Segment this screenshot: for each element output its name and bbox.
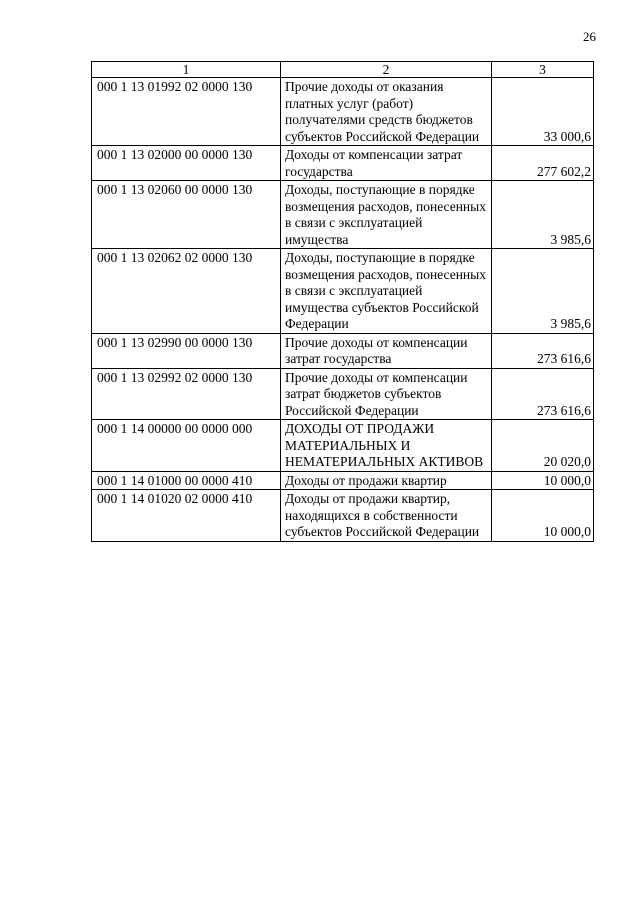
table-header-row	[92, 62, 594, 78]
classification-code: 000 1 13 01992 02 0000 130	[92, 78, 281, 146]
revenue-table	[91, 61, 594, 542]
classification-code: 000 1 13 02992 02 0000 130	[92, 368, 281, 420]
amount: 273 616,6	[492, 368, 594, 420]
table-row	[92, 146, 594, 181]
classification-code: 000 1 13 02062 02 0000 130	[92, 249, 281, 334]
amount: 3 985,6	[492, 181, 594, 249]
revenue-name: ДОХОДЫ ОТ ПРОДАЖИ МАТЕРИАЛЬНЫХ И НЕМАТЕРИАЛЬНЫХ АКТИВОВ	[281, 420, 492, 472]
amount: 10 000,0	[492, 490, 594, 542]
revenue-name: Прочие доходы от компенсации затрат государства	[281, 333, 492, 368]
revenue-name: Доходы, поступающие в порядке возмещения расходов, понесенных в связи с эксплуатацией имущества субъектов Российской Федерации	[281, 249, 492, 334]
revenue-name: Доходы от продажи квартир	[281, 471, 492, 490]
classification-code: 000 1 14 00000 00 0000 000	[92, 420, 281, 472]
classification-code: 000 1 13 02060 00 0000 130	[92, 181, 281, 249]
table-row	[92, 249, 594, 334]
amount: 277 602,2	[492, 146, 594, 181]
revenue-name: Доходы, поступающие в порядке возмещения расходов, понесенных в связи с эксплуатацией имущества	[281, 181, 492, 249]
amount: 20 020,0	[492, 420, 594, 472]
classification-code: 000 1 13 02990 00 0000 130	[92, 333, 281, 368]
table-row	[92, 78, 594, 146]
amount: 3 985,6	[492, 249, 594, 334]
classification-code: 000 1 14 01020 02 0000 410	[92, 490, 281, 542]
classification-code: 000 1 14 01000 00 0000 410	[92, 471, 281, 490]
revenue-name: Доходы от продажи квартир, находящихся в собственности субъектов Российской Федерации	[281, 490, 492, 542]
table-row	[92, 181, 594, 249]
revenue-name: Доходы от компенсации затрат государства	[281, 146, 492, 181]
amount: 33 000,6	[492, 78, 594, 146]
page-number: 26	[583, 29, 596, 44]
column-header-2: 2	[281, 62, 492, 78]
amount: 273 616,6	[492, 333, 594, 368]
revenue-name: Прочие доходы от компенсации затрат бюджетов субъектов Российской Федерации	[281, 368, 492, 420]
revenue-name: Прочие доходы от оказания платных услуг (работ) получателями средств бюджетов субъектов Российской Федерации	[281, 78, 492, 146]
column-header-3: 3	[492, 62, 594, 78]
table-row	[92, 333, 594, 368]
amount: 10 000,0	[492, 471, 594, 490]
table-row	[92, 490, 594, 542]
table-row	[92, 368, 594, 420]
table-row	[92, 420, 594, 472]
column-header-1: 1	[92, 62, 281, 78]
table-row	[92, 471, 594, 490]
classification-code: 000 1 13 02000 00 0000 130	[92, 146, 281, 181]
